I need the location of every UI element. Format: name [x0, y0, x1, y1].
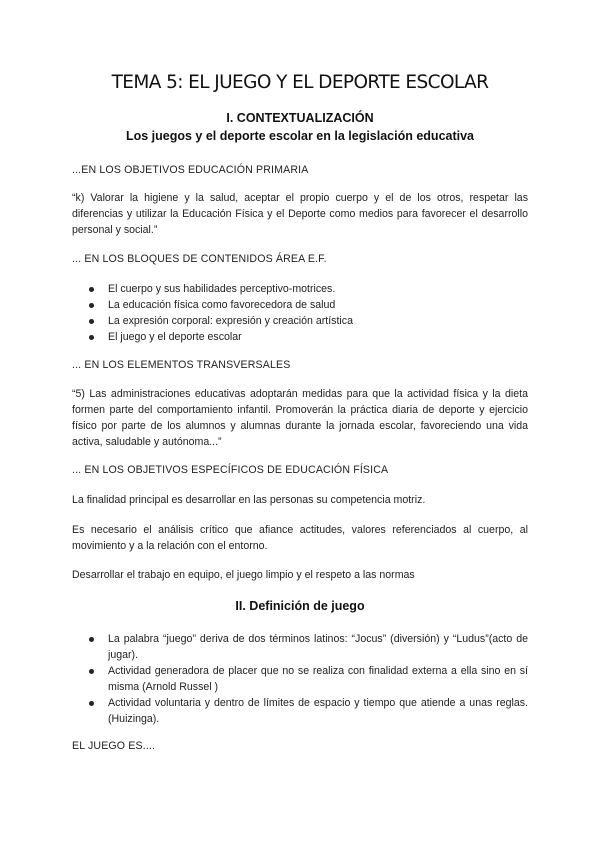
definicion-juego-list — [72, 631, 528, 727]
list-item: La educación física como favorecedora de salud — [72, 297, 528, 313]
bullet-icon — [89, 701, 94, 706]
list-item: La palabra “juego” deriva de dos términos latinos: “Jocus” (diversión) y “Ludus”(acto de jugar). — [72, 631, 528, 663]
elementos-transversales-quote: “5) Las administraciones educativas adoptarán medidas para que la actividad física y la dieta formen parte del comportamiento infantil. Promoverán la práctica diaria de deporte y ejercicio físico por parte de los alumnos y alumnas durante la jornada escolar, favoreciendo una vida activa, saludable y autónoma...” — [72, 388, 528, 448]
list-item: La expresión corporal: expresión y creación artística — [72, 313, 528, 329]
analisis-paragraph: Es necesario el análisis crítico que afiance actitudes, valores referenciados al cuerpo, al movimiento y a la relación con el entorno. — [72, 524, 528, 552]
bullet-icon — [89, 287, 94, 292]
finalidad-paragraph: La finalidad principal es desarrollar en las personas su competencia motriz. — [72, 494, 426, 506]
section-1-heading: I. CONTEXTUALIZACIÓN — [226, 111, 374, 125]
list-item: Actividad voluntaria y dentro de límites de espacio y tiempo que atiende a unas reglas. (Huizinga). — [72, 695, 528, 727]
bullet-icon — [89, 335, 94, 340]
elementos-transversales-label: ... EN LOS ELEMENTOS TRANSVERSALES — [72, 359, 291, 371]
section-1-subheading: Los juegos y el deporte escolar en la legislación educativa — [125, 129, 475, 143]
list-item: Actividad generadora de placer que no se realiza con finalidad externa a ella sino en sí misma (Arnold Russel ) — [72, 663, 528, 695]
bullet-icon — [89, 669, 94, 674]
section-2-heading: II. Definición de juego — [235, 599, 365, 613]
bullet-icon — [89, 319, 94, 324]
objetivos-especificos-label: ... EN LOS OBJETIVOS ESPECÍFICOS DE EDUCACIÓN FÍSICA — [72, 464, 389, 476]
list-item: El juego y el deporte escolar — [72, 329, 528, 345]
bloques-contenidos-label: ... EN LOS BLOQUES DE CONTENIDOS ÁREA E.F. — [72, 253, 327, 265]
document-title: TEMA 5: EL JUEGO Y EL DEPORTE ESCOLAR — [111, 72, 489, 93]
bloques-contenidos-list — [72, 281, 528, 345]
bullet-icon — [89, 637, 94, 642]
list-item: El cuerpo y sus habilidades perceptivo-motrices. — [72, 281, 528, 297]
juego-es-label: EL JUEGO ES.... — [72, 740, 156, 752]
objetivos-primaria-quote: “k) Valorar la higiene y la salud, aceptar el propio cuerpo y el de los otros, respetar las diferencias y utilizar la Educación Física y el Deporte como medios para favorecer el desarrollo personal y social.” — [72, 192, 528, 236]
objetivos-primaria-label: ...EN LOS OBJETIVOS EDUCACIÓN PRIMARIA — [72, 164, 309, 176]
bullet-icon — [89, 303, 94, 308]
trabajo-equipo-paragraph: Desarrollar el trabajo en equipo, el juego limpio y el respeto a las normas — [72, 569, 415, 581]
